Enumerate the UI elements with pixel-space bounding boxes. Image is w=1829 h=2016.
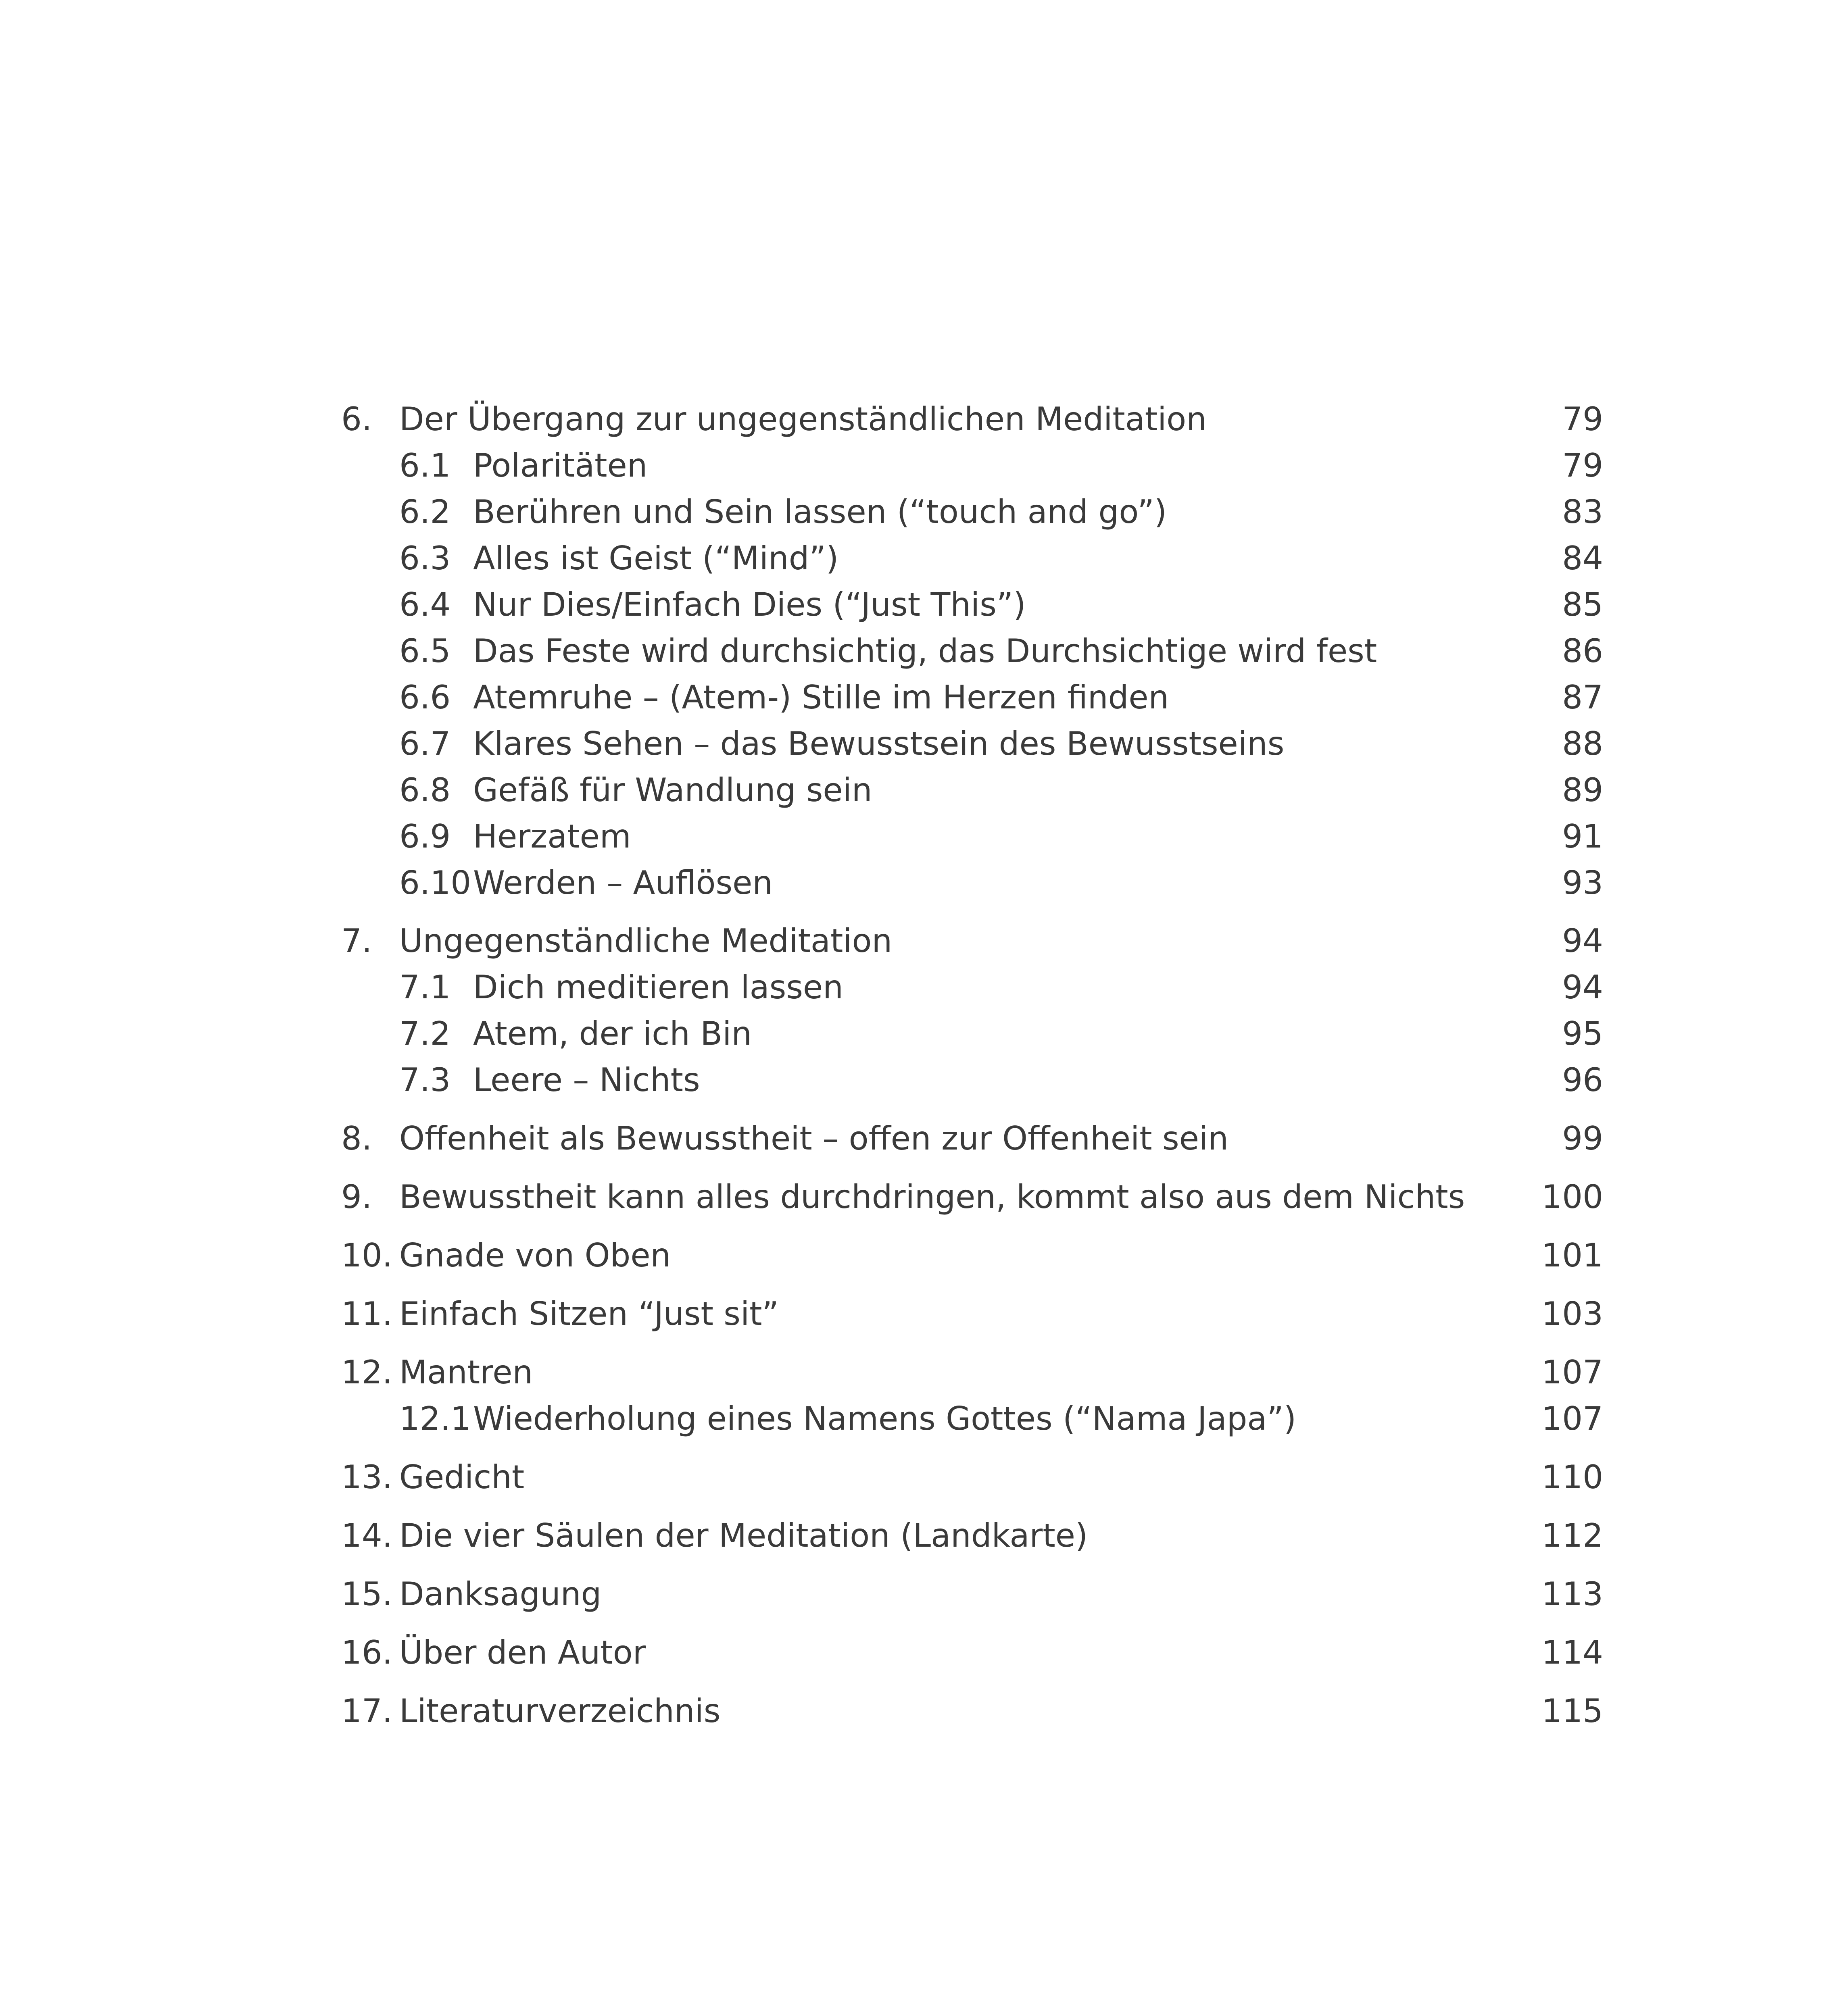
toc-entry [0,1570,1829,1618]
toc-entry-page: 114 [1541,1634,1603,1671]
toc-subentry [0,1056,1829,1104]
toc-entry-title: Bewusstheit kann alles durchdringen, kommt also aus dem Nichts [399,1178,1465,1216]
toc-entry-page: 100 [1541,1178,1603,1216]
toc-entry-number: 15. [341,1575,393,1613]
toc-entry-page: 110 [1541,1458,1603,1496]
toc-entry-title: Über den Autor [399,1634,646,1671]
toc-entry-page: 112 [1541,1517,1603,1554]
toc-subentry-page: 84 [1562,539,1603,577]
toc-subentry-number: 6.4 [399,586,451,623]
toc-entry-number: 14. [341,1517,393,1554]
toc-entry-title: Literaturverzeichnis [399,1692,721,1730]
toc-entry-title: Der Übergang zur ungegenständlichen Meditation [399,400,1207,438]
toc-subentry [0,488,1829,536]
toc-entry-page: 94 [1562,922,1603,960]
toc-subentry-title: Dich meditieren lassen [473,968,843,1006]
toc-subentry-title: Das Feste wird durchsichtig, das Durchsichtige wird fest [473,632,1377,670]
toc-subentry [0,859,1829,907]
toc-entry-page: 107 [1541,1354,1603,1391]
toc-subentry-title: Polaritäten [473,447,648,484]
toc-subentry [0,673,1829,722]
toc-entry-number: 16. [341,1634,393,1671]
toc-subentry-title: Alles ist Geist (“Mind”) [473,539,839,577]
toc-subentry-page: 94 [1562,968,1603,1006]
toc-subentry-page: 85 [1562,586,1603,623]
toc-entry [0,1629,1829,1677]
toc-entry [0,395,1829,444]
toc-entry-number: 13. [341,1458,393,1496]
toc-subentry-title: Werden – Auflösen [473,864,773,902]
toc-subentry [0,963,1829,1012]
toc-entry [0,1687,1829,1735]
toc-subentry-page: 88 [1562,725,1603,762]
toc-subentry-number: 7.2 [399,1015,451,1052]
toc-subentry-page: 87 [1562,679,1603,716]
toc-entry-title: Gedicht [399,1458,525,1496]
toc-subentry-title: Wiederholung eines Namens Gottes (“Nama Japa”) [473,1400,1297,1437]
toc-entry-page: 113 [1541,1575,1603,1613]
toc-subentry-number: 6.7 [399,725,451,762]
toc-subentry-title: Klares Sehen – das Bewusstsein des Bewusstseins [473,725,1285,762]
toc-subentry-page: 96 [1562,1061,1603,1099]
toc-subentry [0,766,1829,814]
toc-entry [0,1290,1829,1338]
toc-subentry [0,720,1829,768]
toc-subentry-page: 79 [1562,447,1603,484]
toc-entry-number: 8. [341,1120,372,1157]
toc-entry-title: Gnade von Oben [399,1237,671,1274]
toc-entry [0,1348,1829,1397]
toc-entry-title: Offenheit als Bewusstheit – offen zur Offenheit sein [399,1120,1228,1157]
toc-entry-title: Mantren [399,1354,533,1391]
toc-subentry-title: Gefäß für Wandlung sein [473,771,872,809]
toc-entry-number: 6. [341,400,372,438]
toc-subentry-number: 6.10 [399,864,471,902]
toc-subentry [0,1395,1829,1443]
toc-subentry-title: Leere – Nichts [473,1061,700,1099]
toc-entry-number: 7. [341,922,372,960]
toc-subentry-number: 6.9 [399,818,451,855]
toc-subentry-number: 6.8 [399,771,451,809]
toc-subentry-title: Berühren und Sein lassen (“touch and go”) [473,493,1167,531]
toc-entry-number: 12. [341,1354,393,1391]
toc-entry-page: 115 [1541,1692,1603,1730]
toc-subentry [0,627,1829,675]
toc-subentry-title: Herzatem [473,818,631,855]
toc-subentry [0,534,1829,583]
toc-subentry-page: 83 [1562,493,1603,531]
toc-entry-title: Einfach Sitzen “Just sit” [399,1295,779,1333]
toc-entry [0,1453,1829,1502]
toc-subentry-page: 93 [1562,864,1603,902]
toc-subentry [0,1010,1829,1058]
toc-subentry-page: 107 [1541,1400,1603,1437]
toc-entry-page: 79 [1562,400,1603,438]
toc-entry [0,1114,1829,1163]
toc-entry-page: 101 [1541,1237,1603,1274]
toc-subentry [0,442,1829,490]
toc-subentry-page: 86 [1562,632,1603,670]
toc-subentry-number: 6.3 [399,539,451,577]
toc-entry-title: Die vier Säulen der Meditation (Landkarte) [399,1517,1088,1554]
toc-entry-number: 10. [341,1237,393,1274]
toc-subentry [0,581,1829,629]
toc-subentry-number: 7.1 [399,968,451,1006]
toc-entry [0,917,1829,965]
toc-subentry-title: Atem, der ich Bin [473,1015,752,1052]
toc-entry-title: Danksagung [399,1575,602,1613]
toc-entry-page: 103 [1541,1295,1603,1333]
toc-subentry-number: 6.2 [399,493,451,531]
toc-subentry-page: 91 [1562,818,1603,855]
toc-entry-title: Ungegenständliche Meditation [399,922,893,960]
toc-entry [0,1512,1829,1560]
toc-subentry-number: 7.3 [399,1061,451,1099]
toc-entry-number: 17. [341,1692,393,1730]
toc-entry-page: 99 [1562,1120,1603,1157]
toc-subentry-number: 6.6 [399,679,451,716]
toc-subentry-number: 6.1 [399,447,451,484]
toc-subentry-title: Atemruhe – (Atem-) Stille im Herzen finden [473,679,1169,716]
toc-subentry-page: 89 [1562,771,1603,809]
toc-subentry-number: 12.1 [399,1400,471,1437]
toc-entry [0,1231,1829,1280]
toc-subentry-number: 6.5 [399,632,451,670]
toc-entry-number: 9. [341,1178,372,1216]
toc-subentry [0,812,1829,861]
toc-entry-number: 11. [341,1295,393,1333]
toc-subentry-page: 95 [1562,1015,1603,1052]
toc-subentry-title: Nur Dies/Einfach Dies (“Just This”) [473,586,1026,623]
toc-entry [0,1173,1829,1221]
